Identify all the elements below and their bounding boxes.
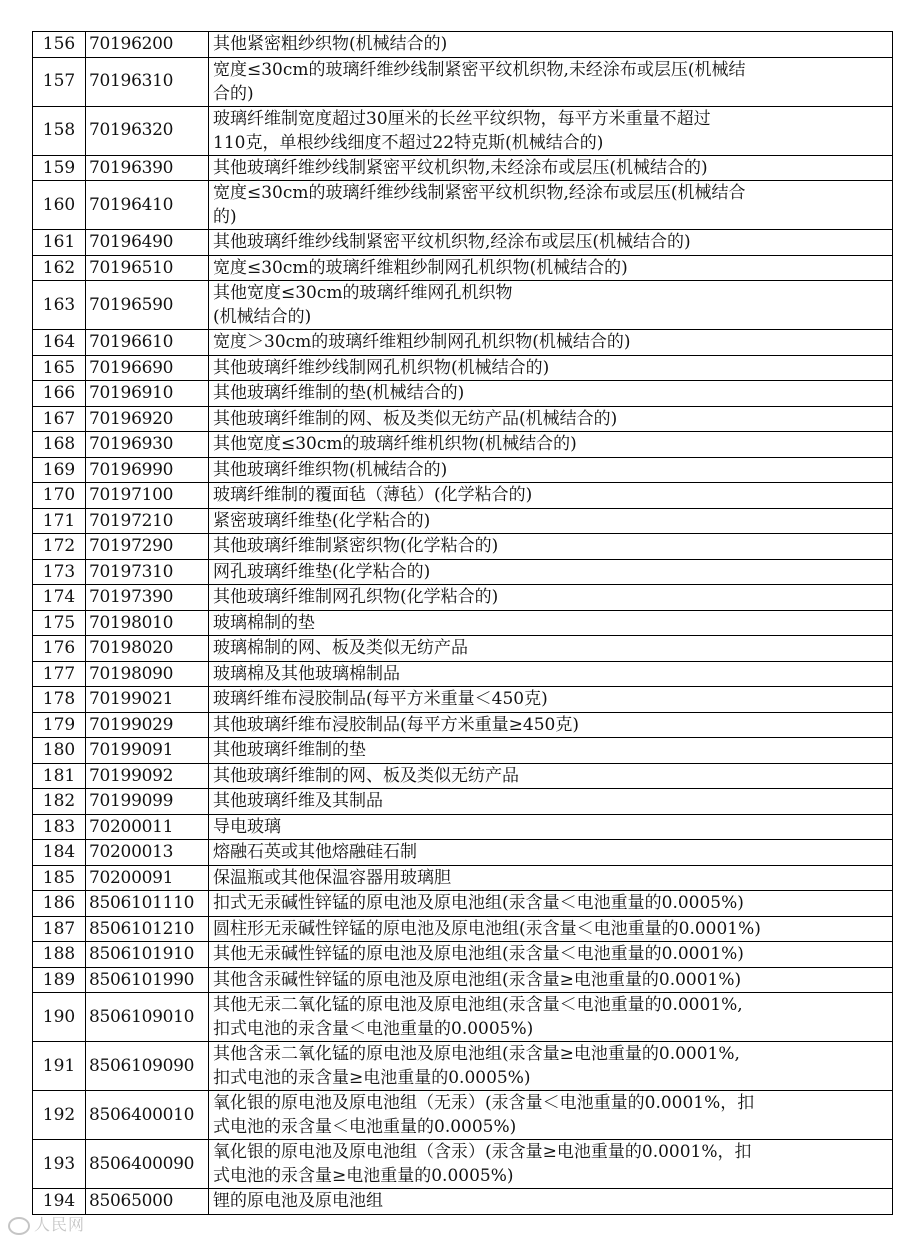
product-description: [209, 967, 893, 993]
description-line: 其他玻璃纤维制的网、板及类似无纺产品: [213, 765, 519, 786]
product-description: [209, 559, 893, 585]
description-line: 其他玻璃纤维制的垫: [213, 740, 366, 760]
tariff-code: 70198090: [86, 661, 209, 687]
description-line: 其他无汞二氧化锰的原电池及原电池组(汞含量＜电池重量的0.0001%,: [213, 995, 743, 1015]
document-table: [32, 31, 893, 1215]
row-number: 188: [33, 942, 86, 968]
tariff-code: 70196920: [86, 406, 209, 432]
row-number: 157: [33, 57, 86, 106]
row-number: 179: [33, 712, 86, 738]
description-line: 宽度≤30cm的玻璃纤维粗纱制网孔机织物(机械结合的): [213, 257, 628, 278]
tariff-code: 70196320: [86, 106, 209, 155]
product-description: [209, 687, 893, 713]
description-line: (机械结合的): [213, 307, 312, 327]
row-number: 186: [33, 891, 86, 917]
description-line: 其他玻璃纤维及其制品: [213, 791, 383, 811]
table-row: [33, 993, 893, 1042]
table-row: [33, 585, 893, 611]
description-line: 氧化银的原电池及原电池组（含汞）(汞含量≥电池重量的0.0001%，扣: [213, 1142, 752, 1162]
table-row: [33, 432, 893, 458]
row-number: 174: [33, 585, 86, 611]
description-line: 其他玻璃纤维纱线制紧密平纹机织物,经涂布或层压(机械结合的): [213, 232, 691, 252]
description-line: 其他含汞碱性锌锰的原电池及原电池组(汞含量≥电池重量的0.0001%): [213, 969, 742, 990]
row-number: 163: [33, 281, 86, 330]
table-row: [33, 155, 893, 181]
tariff-code: 70199092: [86, 763, 209, 789]
description-line: 圆柱形无汞碱性锌锰的原电池及原电池组(汞含量＜电池重量的0.0001%): [213, 918, 761, 939]
tariff-code: 70196310: [86, 57, 209, 106]
row-number: 189: [33, 967, 86, 993]
table-row: [33, 559, 893, 585]
table-row: [33, 738, 893, 764]
table-row: [33, 687, 893, 713]
tariff-code: 70199029: [86, 712, 209, 738]
table-row: [33, 181, 893, 230]
table-row: [33, 330, 893, 356]
table-row: [33, 967, 893, 993]
row-number: 185: [33, 865, 86, 891]
product-description: [209, 508, 893, 534]
tariff-code: 70196990: [86, 457, 209, 483]
description-line: 扣式电池的汞含量≥电池重量的0.0005%): [213, 1068, 531, 1088]
row-number: 159: [33, 155, 86, 181]
table-row: [33, 916, 893, 942]
table-row: [33, 32, 893, 58]
tariff-code: 70196200: [86, 32, 209, 58]
tariff-code: 70196510: [86, 255, 209, 281]
description-line: 氧化银的原电池及原电池组（无汞）(汞含量＜电池重量的0.0001%，扣: [213, 1093, 755, 1113]
description-line: 其他玻璃纤维纱线制紧密平纹机织物,未经涂布或层压(机械结合的): [213, 157, 708, 178]
tariff-code: 70196590: [86, 281, 209, 330]
product-description: [209, 106, 893, 155]
description-line: 110克，单根纱线细度不超过22特克斯(机械结合的): [213, 132, 604, 153]
tariff-code: 8506101210: [86, 916, 209, 942]
table-row: [33, 406, 893, 432]
product-description: [209, 255, 893, 281]
tariff-code: 70197390: [86, 585, 209, 611]
tariff-code: 70199091: [86, 738, 209, 764]
row-number: 176: [33, 636, 86, 662]
row-number: 175: [33, 610, 86, 636]
table-row: [33, 610, 893, 636]
product-description: [209, 763, 893, 789]
table-row: [33, 712, 893, 738]
product-description: [209, 865, 893, 891]
tariff-code: 70198010: [86, 610, 209, 636]
product-description: [209, 814, 893, 840]
product-description: [209, 330, 893, 356]
product-description: [209, 432, 893, 458]
description-line: 其他宽度≤30cm的玻璃纤维机织物(机械结合的): [213, 434, 577, 454]
row-number: 187: [33, 916, 86, 942]
table-row: [33, 942, 893, 968]
table-row: [33, 763, 893, 789]
tariff-code: 70200011: [86, 814, 209, 840]
row-number: 156: [33, 32, 86, 58]
description-line: 其他紧密粗纱织物(机械结合的): [213, 34, 448, 54]
description-line: 其他玻璃纤维布浸胶制品(每平方米重量≥450克): [213, 714, 579, 735]
product-description: [209, 789, 893, 815]
table-row: [33, 891, 893, 917]
row-number: 164: [33, 330, 86, 356]
description-line: 导电玻璃: [213, 816, 281, 837]
description-line: 宽度≤30cm的玻璃纤维纱线制紧密平纹机织物,未经涂布或层压(机械结: [213, 59, 746, 80]
tariff-code: 70199099: [86, 789, 209, 815]
table-row: [33, 1140, 893, 1189]
watermark: [8, 1212, 85, 1235]
table-body: [33, 32, 893, 1215]
tariff-code: 70197100: [86, 483, 209, 509]
description-line: 玻璃棉及其他玻璃棉制品: [213, 663, 400, 684]
table-row: [33, 1189, 893, 1215]
product-description: [209, 406, 893, 432]
description-line: 其他玻璃纤维制紧密织物(化学粘合的): [213, 536, 499, 556]
product-description: [209, 181, 893, 230]
tariff-code: 8506101910: [86, 942, 209, 968]
description-line: 其他玻璃纤维制的垫(机械结合的): [213, 383, 465, 403]
product-description: [209, 916, 893, 942]
table-row: [33, 381, 893, 407]
tariff-code: 70198020: [86, 636, 209, 662]
tariff-code: 8506400090: [86, 1140, 209, 1189]
row-number: 178: [33, 687, 86, 713]
tariff-code: 70200013: [86, 840, 209, 866]
description-line: 网孔玻璃纤维垫(化学粘合的): [213, 561, 431, 582]
tariff-code: 70196690: [86, 355, 209, 381]
product-description: [209, 610, 893, 636]
table-row: [33, 1091, 893, 1140]
tariff-code: 8506109090: [86, 1042, 209, 1091]
description-line: 熔融石英或其他熔融硅石制: [213, 842, 417, 862]
watermark-logo-icon: [8, 1217, 30, 1235]
description-line: 其他含汞二氧化锰的原电池及原电池组(汞含量≥电池重量的0.0001%,: [213, 1044, 740, 1064]
description-line: 的): [213, 207, 237, 227]
product-description: [209, 355, 893, 381]
row-number: 169: [33, 457, 86, 483]
tariff-code: 70199021: [86, 687, 209, 713]
tariff-code: 70196490: [86, 230, 209, 256]
row-number: 194: [33, 1189, 86, 1215]
description-line: 玻璃棉制的网、板及类似无纺产品: [213, 638, 468, 658]
table-row: [33, 789, 893, 815]
tariff-code: 70196410: [86, 181, 209, 230]
product-description: [209, 1140, 893, 1189]
row-number: 160: [33, 181, 86, 230]
watermark-text: 人民网: [34, 1215, 86, 1234]
row-number: 190: [33, 993, 86, 1042]
product-description: [209, 483, 893, 509]
tariff-code: 70197210: [86, 508, 209, 534]
tariff-code: 70196610: [86, 330, 209, 356]
description-line: 玻璃纤维布浸胶制品(每平方米重量＜450克): [213, 689, 548, 709]
row-number: 162: [33, 255, 86, 281]
description-line: 锂的原电池及原电池组: [213, 1191, 383, 1211]
description-line: 其他宽度≤30cm的玻璃纤维网孔机织物: [213, 283, 513, 303]
description-line: 式电池的汞含量＜电池重量的0.0005%): [213, 1117, 517, 1137]
table-row: [33, 57, 893, 106]
table-row: [33, 281, 893, 330]
product-description: [209, 840, 893, 866]
product-description: [209, 155, 893, 181]
table-row: [33, 661, 893, 687]
description-line: 式电池的汞含量≥电池重量的0.0005%): [213, 1166, 514, 1186]
description-line: 其他无汞碱性锌锰的原电池及原电池组(汞含量＜电池重量的0.0001%): [213, 944, 744, 964]
description-line: 玻璃棉制的垫: [213, 612, 315, 633]
description-line: 玻璃纤维制宽度超过30厘米的长丝平纹织物，每平方米重量不超过: [213, 108, 711, 129]
description-line: 宽度≤30cm的玻璃纤维纱线制紧密平纹机织物,经涂布或层压(机械结合: [213, 183, 746, 203]
product-description: [209, 534, 893, 560]
product-description: [209, 32, 893, 58]
row-number: 183: [33, 814, 86, 840]
row-number: 193: [33, 1140, 86, 1189]
tariff-code: 8506400010: [86, 1091, 209, 1140]
description-line: 其他玻璃纤维制的网、板及类似无纺产品(机械结合的): [213, 408, 618, 429]
row-number: 168: [33, 432, 86, 458]
description-line: 其他玻璃纤维纱线制网孔机织物(机械结合的): [213, 357, 550, 378]
row-number: 171: [33, 508, 86, 534]
row-number: 180: [33, 738, 86, 764]
description-line: 其他玻璃纤维制网孔织物(化学粘合的): [213, 587, 499, 607]
row-number: 177: [33, 661, 86, 687]
product-description: [209, 636, 893, 662]
table-row: [33, 255, 893, 281]
table-row: [33, 636, 893, 662]
tariff-code: 70196930: [86, 432, 209, 458]
tariff-code: 70196910: [86, 381, 209, 407]
description-line: 宽度＞30cm的玻璃纤维粗纱制网孔机织物(机械结合的): [213, 332, 631, 352]
table-row: [33, 1042, 893, 1091]
row-number: 165: [33, 355, 86, 381]
row-number: 191: [33, 1042, 86, 1091]
table-row: [33, 457, 893, 483]
tariff-code: 85065000: [86, 1189, 209, 1215]
row-number: 182: [33, 789, 86, 815]
description-line: 扣式电池的汞含量＜电池重量的0.0005%): [213, 1019, 534, 1039]
row-number: 173: [33, 559, 86, 585]
product-description: [209, 1189, 893, 1215]
tariff-code: 70197310: [86, 559, 209, 585]
row-number: 158: [33, 106, 86, 155]
tariff-code: 8506101110: [86, 891, 209, 917]
row-number: 167: [33, 406, 86, 432]
product-description: [209, 57, 893, 106]
product-description: [209, 457, 893, 483]
row-number: 181: [33, 763, 86, 789]
table-row: [33, 355, 893, 381]
table-row: [33, 814, 893, 840]
table-row: [33, 106, 893, 155]
product-description: [209, 661, 893, 687]
description-line: 扣式无汞碱性锌锰的原电池及原电池组(汞含量＜电池重量的0.0005%): [213, 893, 744, 913]
description-line: 紧密玻璃纤维垫(化学粘合的): [213, 510, 431, 531]
row-number: 161: [33, 230, 86, 256]
product-description: [209, 230, 893, 256]
table-row: [33, 840, 893, 866]
product-description: [209, 585, 893, 611]
product-description: [209, 712, 893, 738]
product-description: [209, 381, 893, 407]
row-number: 172: [33, 534, 86, 560]
product-description: [209, 942, 893, 968]
row-number: 192: [33, 1091, 86, 1140]
table-row: [33, 865, 893, 891]
description-line: 其他玻璃纤维织物(机械结合的): [213, 459, 448, 480]
table-row: [33, 483, 893, 509]
table-row: [33, 230, 893, 256]
product-description: [209, 738, 893, 764]
description-line: 合的): [213, 83, 254, 104]
description-line: 玻璃纤维制的覆面毡（薄毡）(化学粘合的): [213, 485, 533, 505]
product-description: [209, 993, 893, 1042]
table-row: [33, 534, 893, 560]
product-description: [209, 1042, 893, 1091]
product-description: [209, 281, 893, 330]
row-number: 170: [33, 483, 86, 509]
tariff-code: 8506101990: [86, 967, 209, 993]
row-number: 166: [33, 381, 86, 407]
tariff-code: 70196390: [86, 155, 209, 181]
description-line: 保温瓶或其他保温容器用玻璃胆: [213, 867, 451, 888]
row-number: 184: [33, 840, 86, 866]
table-row: [33, 508, 893, 534]
tariff-code: 70197290: [86, 534, 209, 560]
tariff-code: 8506109010: [86, 993, 209, 1042]
tariff-code: 70200091: [86, 865, 209, 891]
product-description: [209, 891, 893, 917]
product-description: [209, 1091, 893, 1140]
